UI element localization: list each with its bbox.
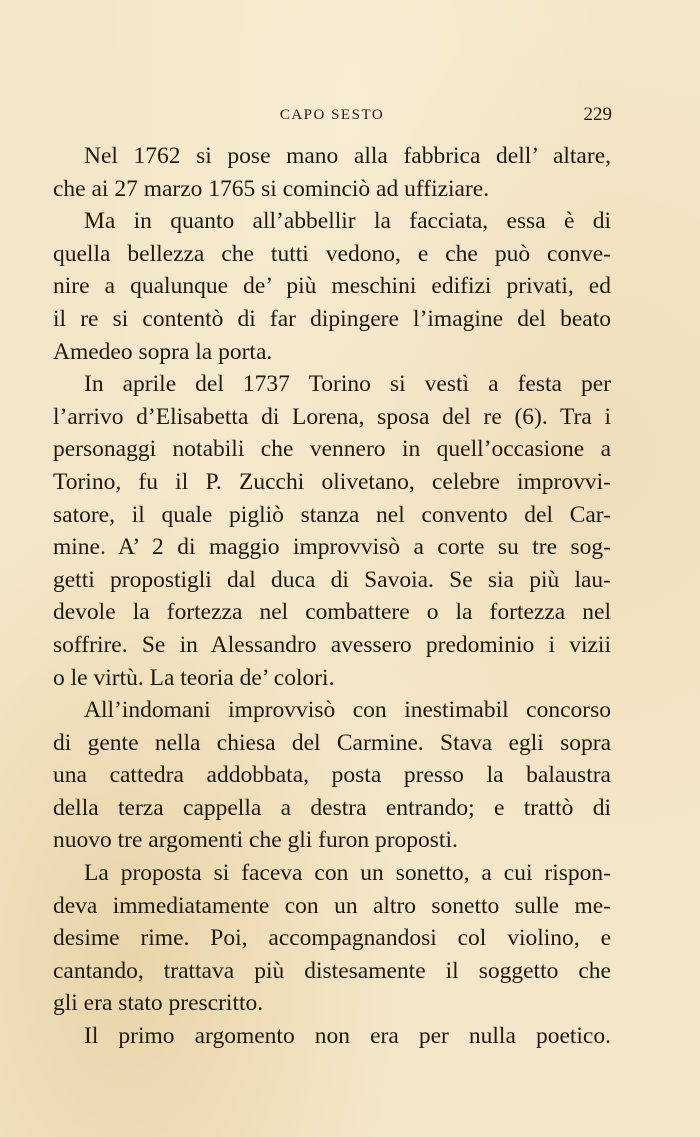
- text-line: quella bellezza che tutti vedono, e che può conve-: [53, 240, 611, 267]
- running-head: CAPO SESTO: [279, 107, 385, 123]
- text-line: il re si contentò di far dipingere l’imagine del beato: [53, 305, 611, 332]
- text-line: desime rime. Poi, accompagnandosi col violino, e: [53, 925, 611, 952]
- text-line: nuovo tre argomenti che gli furon proposti.: [53, 827, 458, 854]
- page-number: 229: [583, 104, 612, 125]
- text-line: Nel 1762 si pose mano alla fabbrica dell’ altare,: [84, 143, 611, 169]
- text-line: nire a qualunque de’ più meschini edifizi privati, ed: [53, 273, 611, 300]
- text-line: mine. A’ 2 di maggio improvvisò a corte su tre sog-: [53, 534, 611, 561]
- text-line: una cattedra addobbata, posta presso la balaustra: [53, 762, 611, 789]
- text-line: satore, il quale pigliò stanza nel convento del Car-: [53, 501, 611, 528]
- text-line: cantando, trattava più distesamente il soggetto che: [53, 957, 611, 984]
- text-line: devole la fortezza nel combattere o la fortezza nel: [53, 599, 611, 626]
- text-line: soffrire. Se in Alessandro avessero predominio i vizii: [53, 631, 611, 658]
- text-line: Amedeo sopra la porta.: [53, 338, 273, 365]
- text-line: Ma in quanto all’abbellir la facciata, essa è di: [84, 208, 611, 235]
- text-line: Torino, fu il P. Zucchi olivetano, celebre improvvi-: [53, 468, 611, 495]
- text-line: o le virtù. La teoria de’ colori.: [53, 664, 335, 691]
- page-header: [52, 104, 612, 128]
- text-line: La proposta si faceva con un sonetto, a cui rispon-: [84, 860, 611, 887]
- text-line: getti propostigli dal duca di Savoia. Se sia più lau-: [53, 566, 611, 593]
- text-line: personaggi notabili che vennero in quell’occasione a: [53, 436, 611, 463]
- paragraph-3: [53, 368, 611, 694]
- text-line: All’indomani improvvisò con inestimabil concorso: [84, 697, 611, 724]
- text-line: che ai 27 marzo 1765 si cominciò ad uffiziare.: [53, 175, 490, 202]
- text-line: In aprile del 1737 Torino si vestì a festa per: [84, 371, 611, 398]
- text-line: di gente nella chiesa del Carmine. Stava egli sopra: [53, 729, 611, 756]
- paragraph-2: [53, 205, 611, 368]
- text-line: deva immediatamente con un altro sonetto sulle me-: [53, 892, 611, 919]
- paragraph-1: [53, 140, 611, 205]
- body-text: [53, 140, 611, 1053]
- text-line: Il primo argomento non era per nulla poetico.: [84, 1023, 611, 1050]
- paragraph-4: [53, 694, 611, 857]
- text-line: gli era stato prescritto.: [53, 990, 264, 1017]
- paragraph-5: [53, 857, 611, 1020]
- text-line: l’arrivo d’Elisabetta di Lorena, sposa del re (6). Tra i: [53, 403, 611, 430]
- text-line: della terza cappella a destra entrando; e trattò di: [53, 794, 611, 821]
- paragraph-6: [53, 1020, 611, 1053]
